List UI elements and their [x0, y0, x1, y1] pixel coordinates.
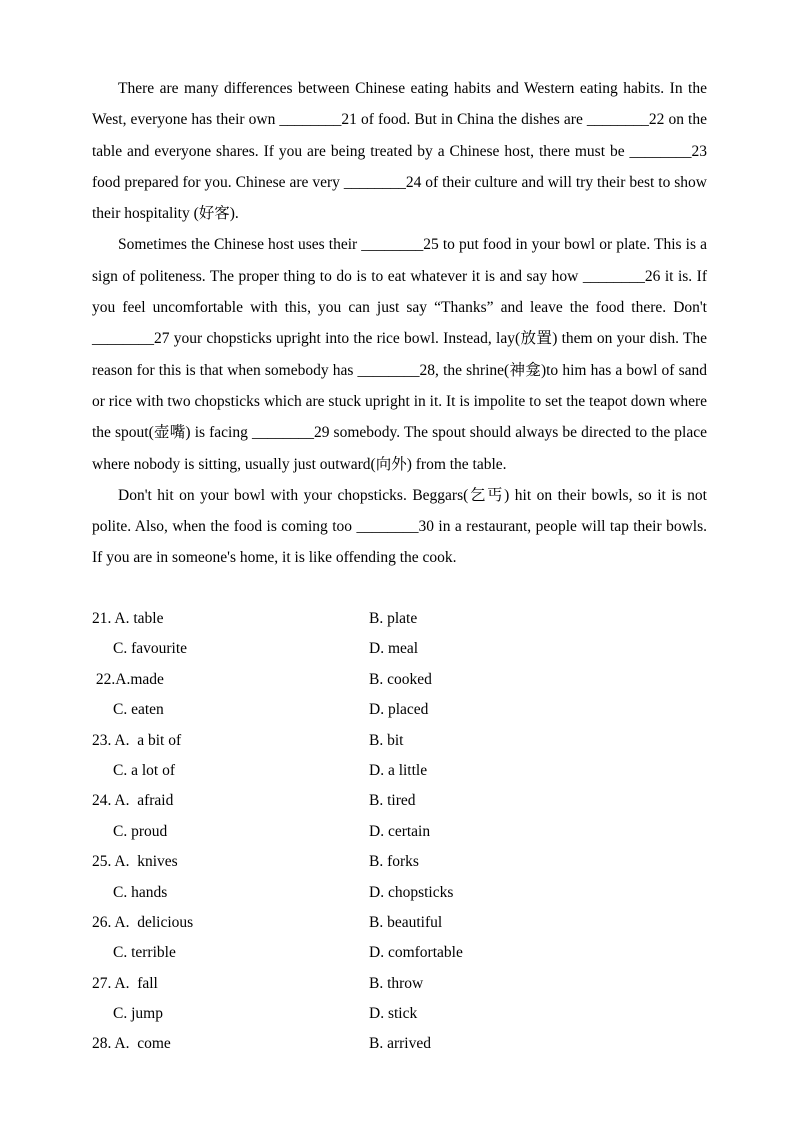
option-24-c: C. proud — [113, 822, 168, 840]
option-25-b: B. forks — [369, 853, 419, 871]
option-23-a: 23. A. a bit of — [92, 731, 182, 749]
option-26-b: B. beautiful — [369, 913, 443, 931]
option-22-b: B. cooked — [369, 670, 432, 688]
option-22-d: D. placed — [369, 701, 429, 719]
option-row-24ab — [92, 786, 707, 816]
option-24-d: D. certain — [369, 822, 431, 840]
option-row-26ab — [92, 908, 707, 938]
option-row-26cd — [92, 938, 707, 968]
option-26-a: 26. A. delicious — [92, 913, 194, 931]
option-row-25cd — [92, 878, 707, 908]
option-23-c: C. a lot of — [113, 761, 175, 779]
option-row-23cd — [92, 756, 707, 786]
option-row-28ab — [92, 1029, 707, 1059]
passage-paragraph-2: Sometimes the Chinese host uses their ________25 to put food in your bowl or plate. This is a sign of politeness. The proper thing to do is to eat whatever it is and say how ________26 it is. If you feel uncomfortable with this, you can just say “Thanks” and leave the food there. Don't ________27 your chopsticks upright into the rice bowl. Instead, lay(放置) them on your dish. The reason for this is that when somebody has ________28, the shrine(神龛)to him has a bowl of sand or rice with two chopsticks which are stuck upright in it. It is impolite to set the teapot down where the spout(壶嘴) is facing ________29 somebody. The spout should always be directed to the place where nobody is sitting, usually just outward(向外) from the table. — [92, 236, 707, 473]
option-25-c: C. hands — [113, 883, 168, 901]
option-23-d: D. a little — [369, 761, 428, 779]
option-26-c: C. terrible — [113, 944, 176, 962]
option-25-d: D. chopsticks — [369, 883, 454, 901]
option-row-25ab — [92, 847, 707, 877]
option-21-b: B. plate — [369, 610, 418, 627]
passage-paragraph-1: There are many differences between Chinese eating habits and Western eating habits. In the West, everyone has their own ________21 of food. But in China the dishes are ________22 on the table and everyone shares. If you are being treated by a Chinese host, there must be ________23 food prepared for you. Chinese are very ________24 of their culture and will try their best to show their hospitality (好客). — [92, 80, 707, 223]
option-22-a: 22.A.made — [92, 670, 164, 688]
option-24-a: 24. A. afraid — [92, 792, 174, 810]
option-27-b: B. throw — [369, 974, 424, 992]
option-23-b: B. bit — [369, 731, 404, 749]
option-25-a: 25. A. knives — [92, 853, 178, 871]
option-28-a: 28. A. come — [92, 1035, 171, 1053]
option-27-c: C. jump — [113, 1005, 163, 1023]
option-row-24cd — [92, 817, 707, 847]
option-row-22ab — [92, 665, 707, 695]
option-27-d: D. stick — [369, 1005, 418, 1023]
option-21-a: 21. A. table — [92, 610, 164, 627]
passage-paragraph-3: Don't hit on your bowl with your chopsticks. Beggars(乞丐) hit on their bowls, so it is not polite. Also, when the food is coming too ________30 in a restaurant, people will tap their bowls. If you are in someone's home, it is like offending the cook. — [92, 486, 707, 567]
option-26-d: D. comfortable — [369, 944, 463, 962]
option-27-a: 27. A. fall — [92, 974, 158, 992]
option-28-b: B. arrived — [369, 1035, 431, 1053]
option-row-21cd — [92, 634, 707, 664]
option-row-27ab — [92, 969, 707, 999]
cloze-passage — [92, 73, 707, 574]
option-row-23ab — [92, 726, 707, 756]
option-row-21ab — [92, 604, 707, 634]
option-22-c: C. eaten — [113, 701, 164, 719]
answer-options — [92, 604, 707, 1060]
option-21-d: D. meal — [369, 640, 419, 658]
option-row-22cd — [92, 695, 707, 725]
option-21-c: C. favourite — [113, 640, 188, 658]
option-24-b: B. tired — [369, 792, 416, 810]
option-row-27cd — [92, 999, 707, 1029]
